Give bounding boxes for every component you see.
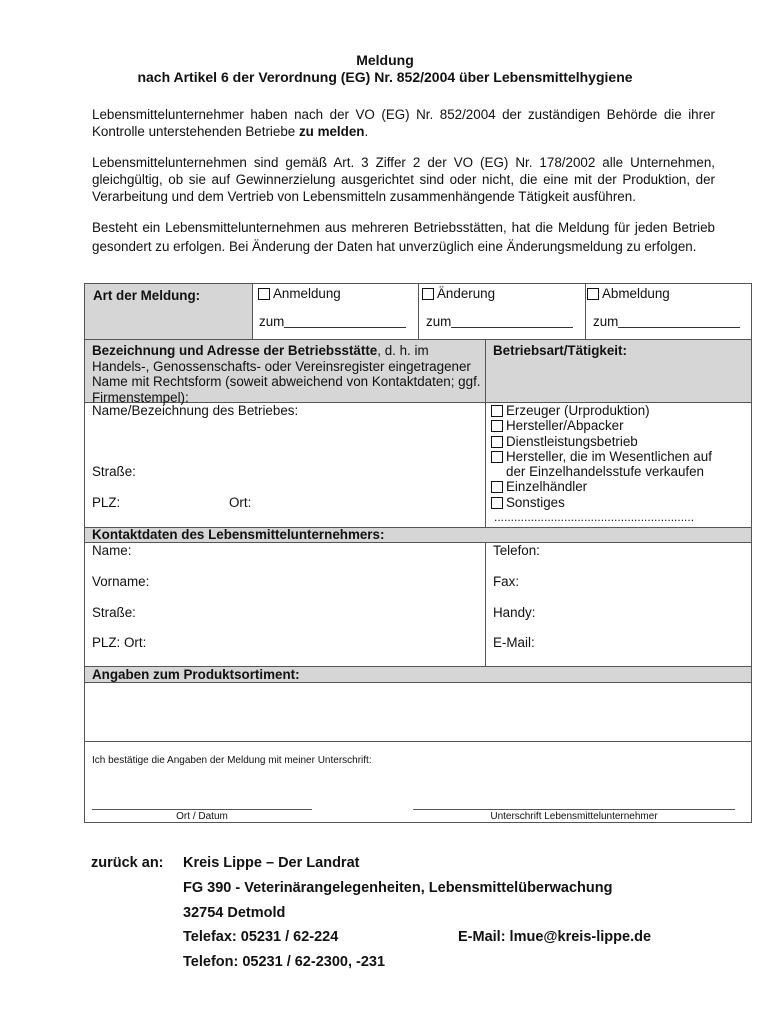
document-title: Meldung — [356, 52, 414, 68]
intro-paragraph-3: Besteht ein Lebensmittelunternehmen aus mehreren Betriebsstätten, hat die Meldung für jeden Betrieb gesondert zu erfolgen. Bei Änderung der Daten hat unverzüglich eine Änderungsmeldung zu erfolgen. — [92, 220, 715, 254]
option-einzelhaendler[interactable]: Einzelhändler — [491, 479, 712, 494]
document-subtitle: nach Artikel 6 der Verordnung (EG) Nr. 852/2004 über Lebensmittelhygiene — [137, 69, 633, 85]
confirmation-text: Ich bestätige die Angaben der Meldung mit meiner Unterschrift: — [92, 755, 372, 766]
return-line2: FG 390 - Veterinärangelegenheiten, Lebensmittelüberwachung — [183, 880, 613, 896]
kontakt-telefon-field[interactable]: Telefon: — [493, 543, 540, 558]
option-hersteller-einzelhandel-cont: der Einzelhandelsstufe verkaufen — [506, 464, 705, 480]
checkbox-icon[interactable] — [491, 436, 503, 448]
signature-line[interactable] — [413, 809, 735, 810]
return-email[interactable]: E-Mail: lmue@kreis-lippe.de — [458, 929, 652, 945]
option-sonstiges[interactable]: Sonstiges — [491, 495, 712, 510]
kontakt-header: Kontaktdaten des Lebensmittelunternehmers: — [92, 527, 385, 542]
betriebsart-options — [491, 403, 712, 525]
kontakt-vorname-field[interactable]: Vorname: — [92, 574, 150, 589]
checkbox-icon[interactable] — [587, 288, 599, 300]
option-erzeuger[interactable]: Erzeuger (Urproduktion) — [491, 403, 712, 418]
registration-form — [84, 283, 752, 823]
zum-anmeldung-field[interactable]: zum — [259, 314, 406, 329]
kontakt-plz-ort-field[interactable]: PLZ: Ort: — [92, 635, 147, 650]
return-label: zurück an: — [91, 855, 164, 871]
option-aenderung[interactable]: Änderung — [422, 286, 495, 301]
produkt-header: Angaben zum Produktsortiment: — [92, 667, 300, 682]
ort-datum-label: Ort / Datum — [176, 811, 228, 822]
produkt-input-area[interactable] — [85, 683, 751, 742]
intro-paragraph-1: Lebensmittelunternehmer haben nach der VO (EG) Nr. 852/2004 der zuständigen Behörde die ihrer Kontrolle unterstehenden Betriebe zu melden. — [92, 107, 715, 139]
checkbox-icon[interactable] — [422, 288, 434, 300]
confirmation-row — [85, 742, 751, 822]
produkt-header-row — [85, 667, 751, 683]
kontakt-header-row — [85, 528, 751, 543]
checkbox-icon[interactable] — [491, 481, 503, 493]
checkbox-icon[interactable] — [491, 497, 503, 509]
betrieb-header: Bezeichnung und Adresse der Betriebsstätte, d. h. im Handels-, Genossenschafts- oder Vereinsregister eingetragener Name mit Rechtsform (soweit abweichend von Kontaktdaten; ggf. Firmenstempel): — [92, 343, 481, 405]
return-line3: 32754 Detmold — [183, 905, 286, 921]
checkbox-icon[interactable] — [491, 420, 503, 432]
checkbox-icon[interactable] — [491, 405, 503, 417]
betrieb-plz-field[interactable]: PLZ: — [92, 495, 121, 510]
kontakt-email-field[interactable]: E-Mail: — [493, 635, 535, 650]
option-anmeldung[interactable]: Anmeldung — [258, 286, 341, 301]
return-telefax: Telefax: 05231 / 62-224 — [183, 929, 339, 945]
betrieb-strasse-field[interactable]: Straße: — [92, 464, 136, 479]
signature-label: Unterschrift Lebensmittelunternehmer — [490, 811, 658, 822]
option-dienstleistungsbetrieb[interactable]: Dienstleistungsbetrieb — [491, 434, 712, 449]
kontakt-details-row — [85, 543, 751, 667]
zum-aenderung-field[interactable]: zum — [426, 314, 573, 329]
checkbox-icon[interactable] — [491, 451, 503, 463]
intro-paragraph-2: Lebensmittelunternehmen sind gemäß Art. 3 Ziffer 2 der VO (EG) Nr. 178/2002 alle Unternehmen, gleichgültig, ob sie auf Gewinnerzielung ausgerichtet sind oder nicht, die eine mit der Produktion, der Verarbeitung und dem Vertrieb von Lebensmitteln zusammenhängende Tätigkeit ausführen. — [92, 155, 715, 204]
return-telefon: Telefon: 05231 / 62-2300, -231 — [183, 954, 386, 970]
betrieb-details-row — [85, 403, 751, 528]
betriebsart-header: Betriebsart/Tätigkeit: — [493, 343, 627, 358]
ort-datum-line[interactable] — [92, 809, 312, 810]
option-hersteller-einzelhandel[interactable]: Hersteller, die im Wesentlichen auf — [491, 449, 712, 464]
kontakt-fax-field[interactable]: Fax: — [493, 574, 520, 589]
kontakt-handy-field[interactable]: Handy: — [493, 605, 536, 620]
art-label: Art der Meldung: — [93, 288, 201, 303]
return-line1: Kreis Lippe – Der Landrat — [183, 855, 360, 871]
betrieb-header-row — [85, 340, 751, 403]
kontakt-strasse-field[interactable]: Straße: — [92, 605, 136, 620]
option-abmeldung[interactable]: Abmeldung — [587, 286, 670, 301]
checkbox-icon[interactable] — [258, 288, 270, 300]
betrieb-name-field[interactable]: Name/Bezeichnung des Betriebes: — [92, 403, 299, 418]
sonstiges-dotted-field[interactable]: ............................................................ — [494, 510, 695, 525]
zum-abmeldung-field[interactable]: zum — [593, 314, 740, 329]
option-hersteller-abpacker[interactable]: Hersteller/Abpacker — [491, 418, 712, 433]
kontakt-name-field[interactable]: Name: — [92, 543, 132, 558]
art-der-meldung-row — [85, 284, 751, 340]
betrieb-ort-field[interactable]: Ort: — [229, 495, 252, 510]
